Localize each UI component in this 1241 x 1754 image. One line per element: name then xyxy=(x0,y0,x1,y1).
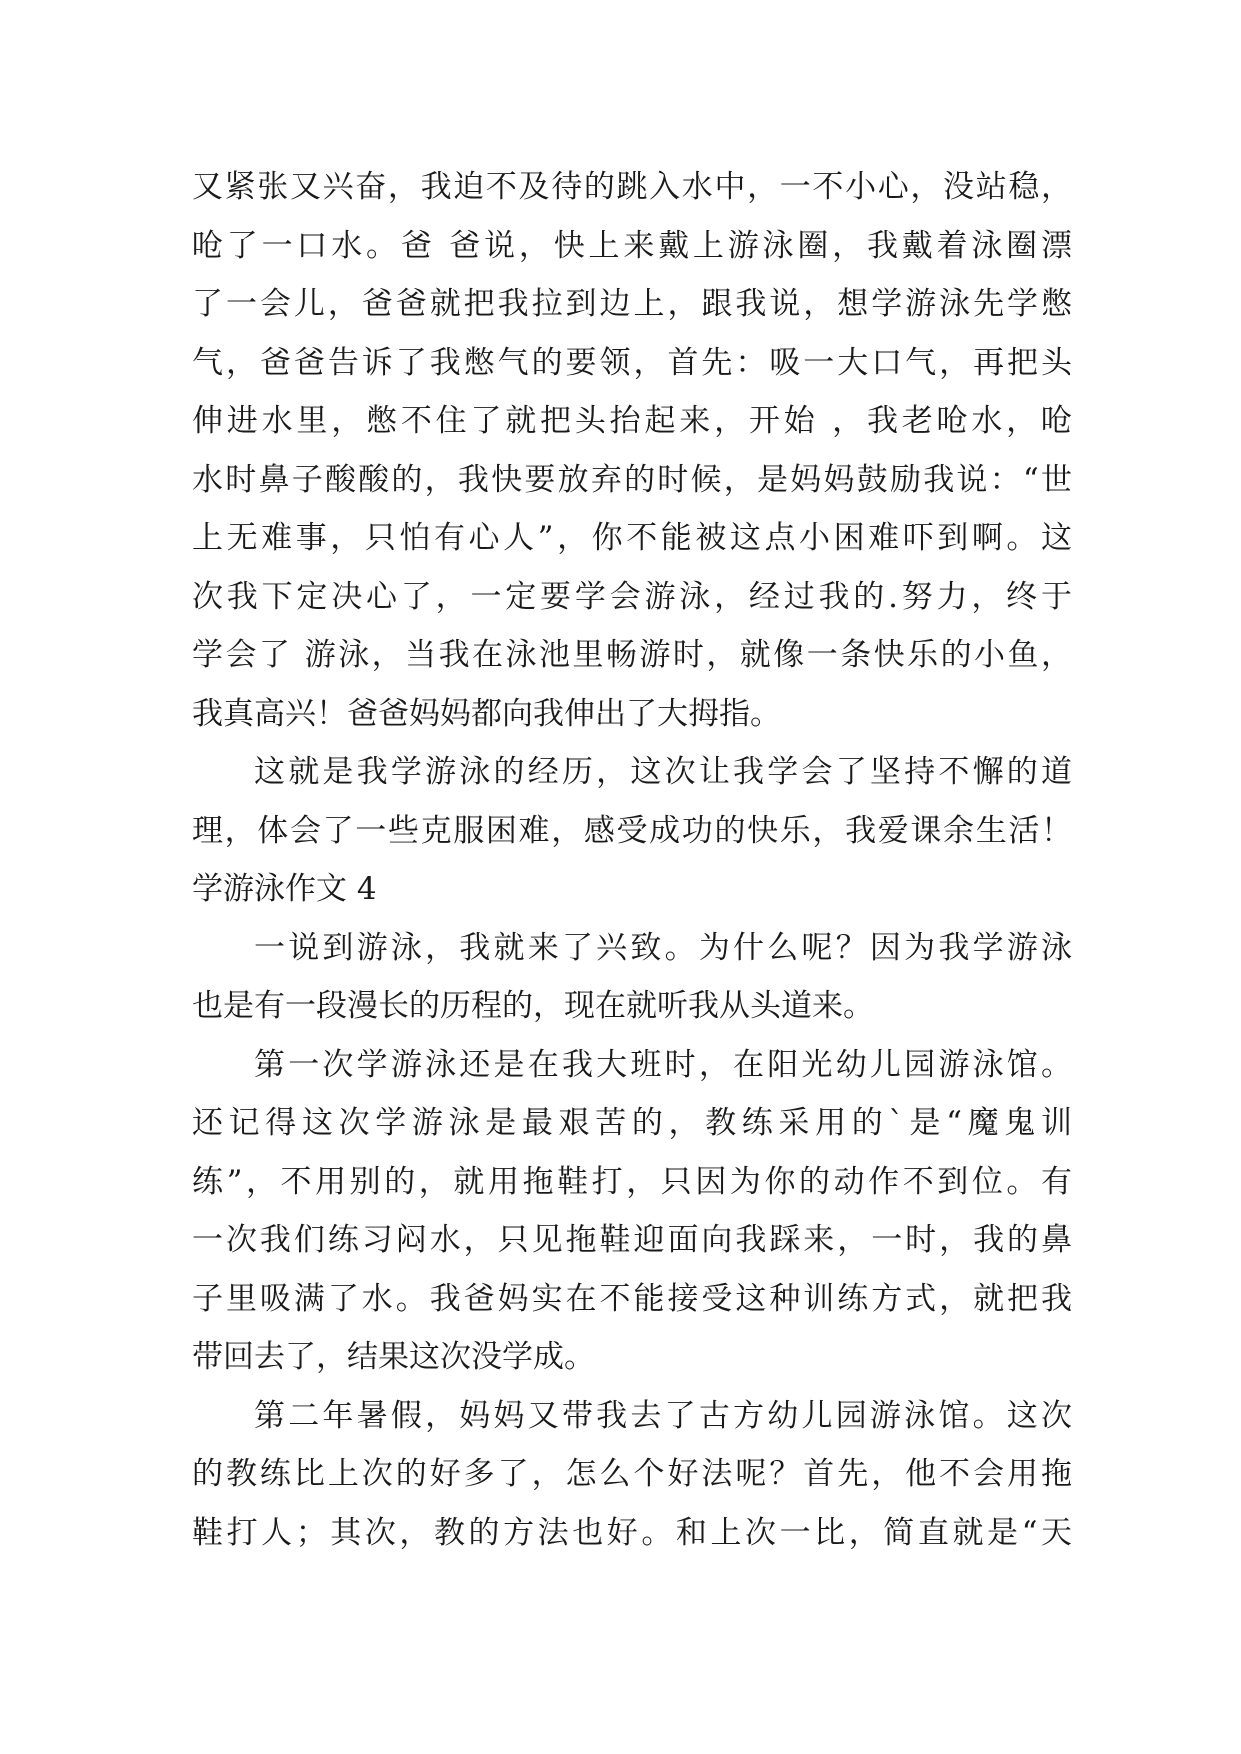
text-line: 一次我们练习闷水，只见拖鞋迎面向我踩来，一时，我的鼻 xyxy=(192,1222,1072,1258)
text-line: 子里吸满了水。我爸妈实在不能接受这种训练方式，就把我 xyxy=(192,1280,1072,1317)
text-line: 我真高兴！爸爸妈妈都向我伸出了大拇指。 xyxy=(192,695,781,732)
paragraph-first-line: 第一次学游泳还是在我大班时，在阳光幼儿园游泳馆。 xyxy=(254,1046,1072,1083)
text-line: 带回去了，结果这次没学成。 xyxy=(192,1339,595,1375)
paragraph-first-line: 第二年暑假，妈妈又带我去了古方幼儿园游泳馆。这次 xyxy=(254,1397,1072,1434)
text-line: 练”，不用别的，就用拖鞋打，只因为你的动作不到位。有 xyxy=(192,1163,1072,1200)
text-line: 伸进水里，憋不住了就把头抬起来，开始 ，我老呛水，呛 xyxy=(192,403,1072,439)
text-line: 又紧张又兴奋，我迫不及待的跳入水中，一不小心，没站稳， xyxy=(192,169,1072,205)
text-line: 还记得这次学游泳是最艰苦的，教练采用的`是“魔鬼训 xyxy=(192,1105,1072,1141)
text-line: 了一会儿，爸爸就把我拉到边上，跟我说，想学游泳先学憋 xyxy=(192,286,1072,322)
paragraph-first-line: 这就是我学游泳的经历，这次让我学会了坚持不懈的道 xyxy=(254,754,1072,790)
text-line: 气，爸爸告诉了我憋气的要领，首先：吸一大口气，再把头 xyxy=(192,344,1072,381)
text-line: 水时鼻子酸酸的，我快要放弃的时候，是妈妈鼓励我说：“世 xyxy=(192,461,1072,498)
text-line: 的教练比上次的好多了，怎么个好法呢？首先，他不会用拖 xyxy=(192,1456,1072,1492)
text-line: 学会了 游泳，当我在泳池里畅游时，就像一条快乐的小鱼， xyxy=(192,637,1072,673)
text-line: 上无难事，只怕有心人”，你不能被这点小困难吓到啊。这 xyxy=(192,520,1072,556)
text-line: 鞋打人；其次，教的方法也好。和上次一比，简直就是“天 xyxy=(192,1514,1072,1551)
essay-heading: 学游泳作文 4 xyxy=(192,871,377,907)
text-line: 次我下定决心了，一定要学会游泳，经过我的.努力，终于 xyxy=(192,578,1072,615)
essay-body xyxy=(192,158,1072,1562)
text-line: 呛了一口水。爸 爸说，快上来戴上游泳圈，我戴着泳圈漂 xyxy=(192,227,1072,264)
paragraph-first-line: 一说到游泳，我就来了兴致。为什么呢？因为我学游泳 xyxy=(254,929,1072,966)
text-line: 理，体会了一些克服困难，感受成功的快乐，我爱课余生活！ xyxy=(192,812,1072,849)
text-line: 也是有一段漫长的历程的，现在就听我从头道来。 xyxy=(192,988,874,1024)
